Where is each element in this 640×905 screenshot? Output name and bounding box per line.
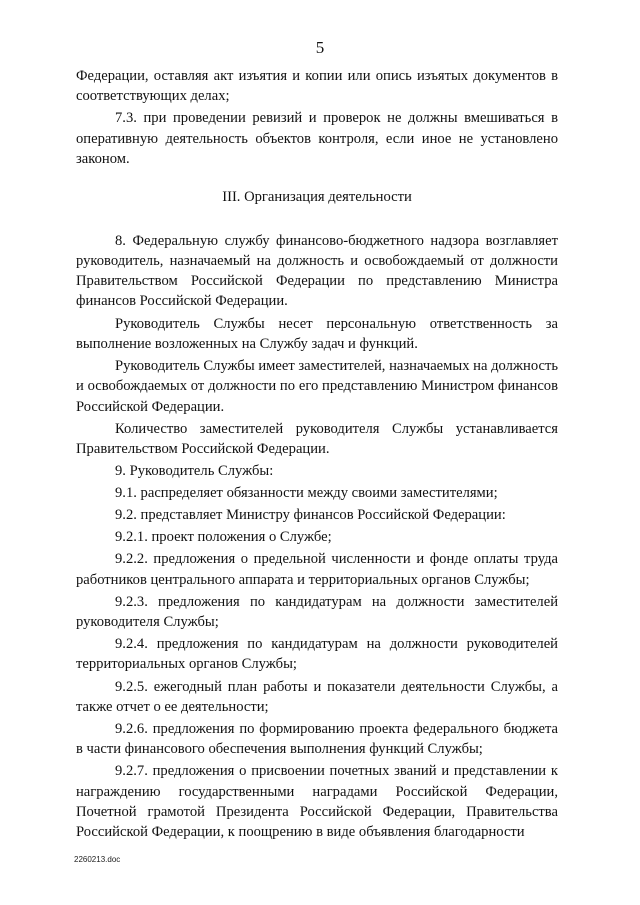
document-body — [76, 66, 558, 844]
paragraph-9-1: 9.1. распределяет обязанности между своими заместителями; — [115, 485, 498, 502]
paragraph-responsibility: Руководитель Службы несет персональную ответственность за выполнение возложенных на Службу задач и функций. — [76, 315, 558, 352]
paragraph-7-3: 7.3. при проведении ревизий и проверок не должны вмешиваться в оперативную деятельность объектов контроля, если иное не установлено законом. — [76, 110, 558, 167]
footer-filename: 2260213.doc — [74, 855, 121, 864]
paragraph-continuation: Федерации, оставляя акт изъятия и копии или опись изъятых документов в соответствующих делах; — [76, 68, 558, 105]
paragraph-deputies-count: Количество заместителей руководителя Службы устанавливается Правительством Российской Федерации. — [76, 420, 558, 457]
paragraph-9-2-2: 9.2.2. предложения о предельной численности и фонде оплаты труда работников центрального аппарата и территориальных органов Службы; — [76, 551, 558, 588]
paragraph-9-2: 9.2. представляет Министру финансов Российской Федерации: — [115, 507, 506, 524]
page-number: 5 — [315, 38, 325, 57]
paragraph-9: 9. Руководитель Службы: — [115, 463, 274, 480]
section-heading: III. Организация деятельности — [222, 189, 412, 206]
paragraph-9-2-5: 9.2.5. ежегодный план работы и показатели деятельности Службы, а также отчет о ее деятельности; — [76, 678, 558, 715]
paragraph-9-2-4: 9.2.4. предложения по кандидатурам на должности руководителей территориальных органов Службы; — [76, 636, 558, 673]
paragraph-8: 8. Федеральную службу финансово-бюджетного надзора возглавляет руководитель, назначаемый на должность и освобождаемый от должности Правительством Российской Федерации по представлению Министра финансов Российской Федерации. — [76, 232, 558, 310]
paragraph-9-2-7: 9.2.7. предложения о присвоении почетных званий и представлении к награждению государственными наградами Российской Федерации, Почетной грамотой Президента Российской Федерации, Правительства Российской Федерации, к поощрению в виде объявления благодарности — [76, 763, 558, 841]
paragraph-9-2-6: 9.2.6. предложения по формированию проекта федерального бюджета в части финансового обеспечения выполнения функций Службы; — [76, 720, 558, 758]
paragraph-deputies: Руководитель Службы имеет заместителей, назначаемых на должность и освобождаемых от должности по его представлению Министром финансов Российской Федерации. — [76, 357, 558, 415]
paragraph-9-2-3: 9.2.3. предложения по кандидатурам на должности заместителей руководителя Службы; — [76, 593, 558, 631]
paragraph-9-2-1: 9.2.1. проект положения о Службе; — [115, 529, 332, 546]
